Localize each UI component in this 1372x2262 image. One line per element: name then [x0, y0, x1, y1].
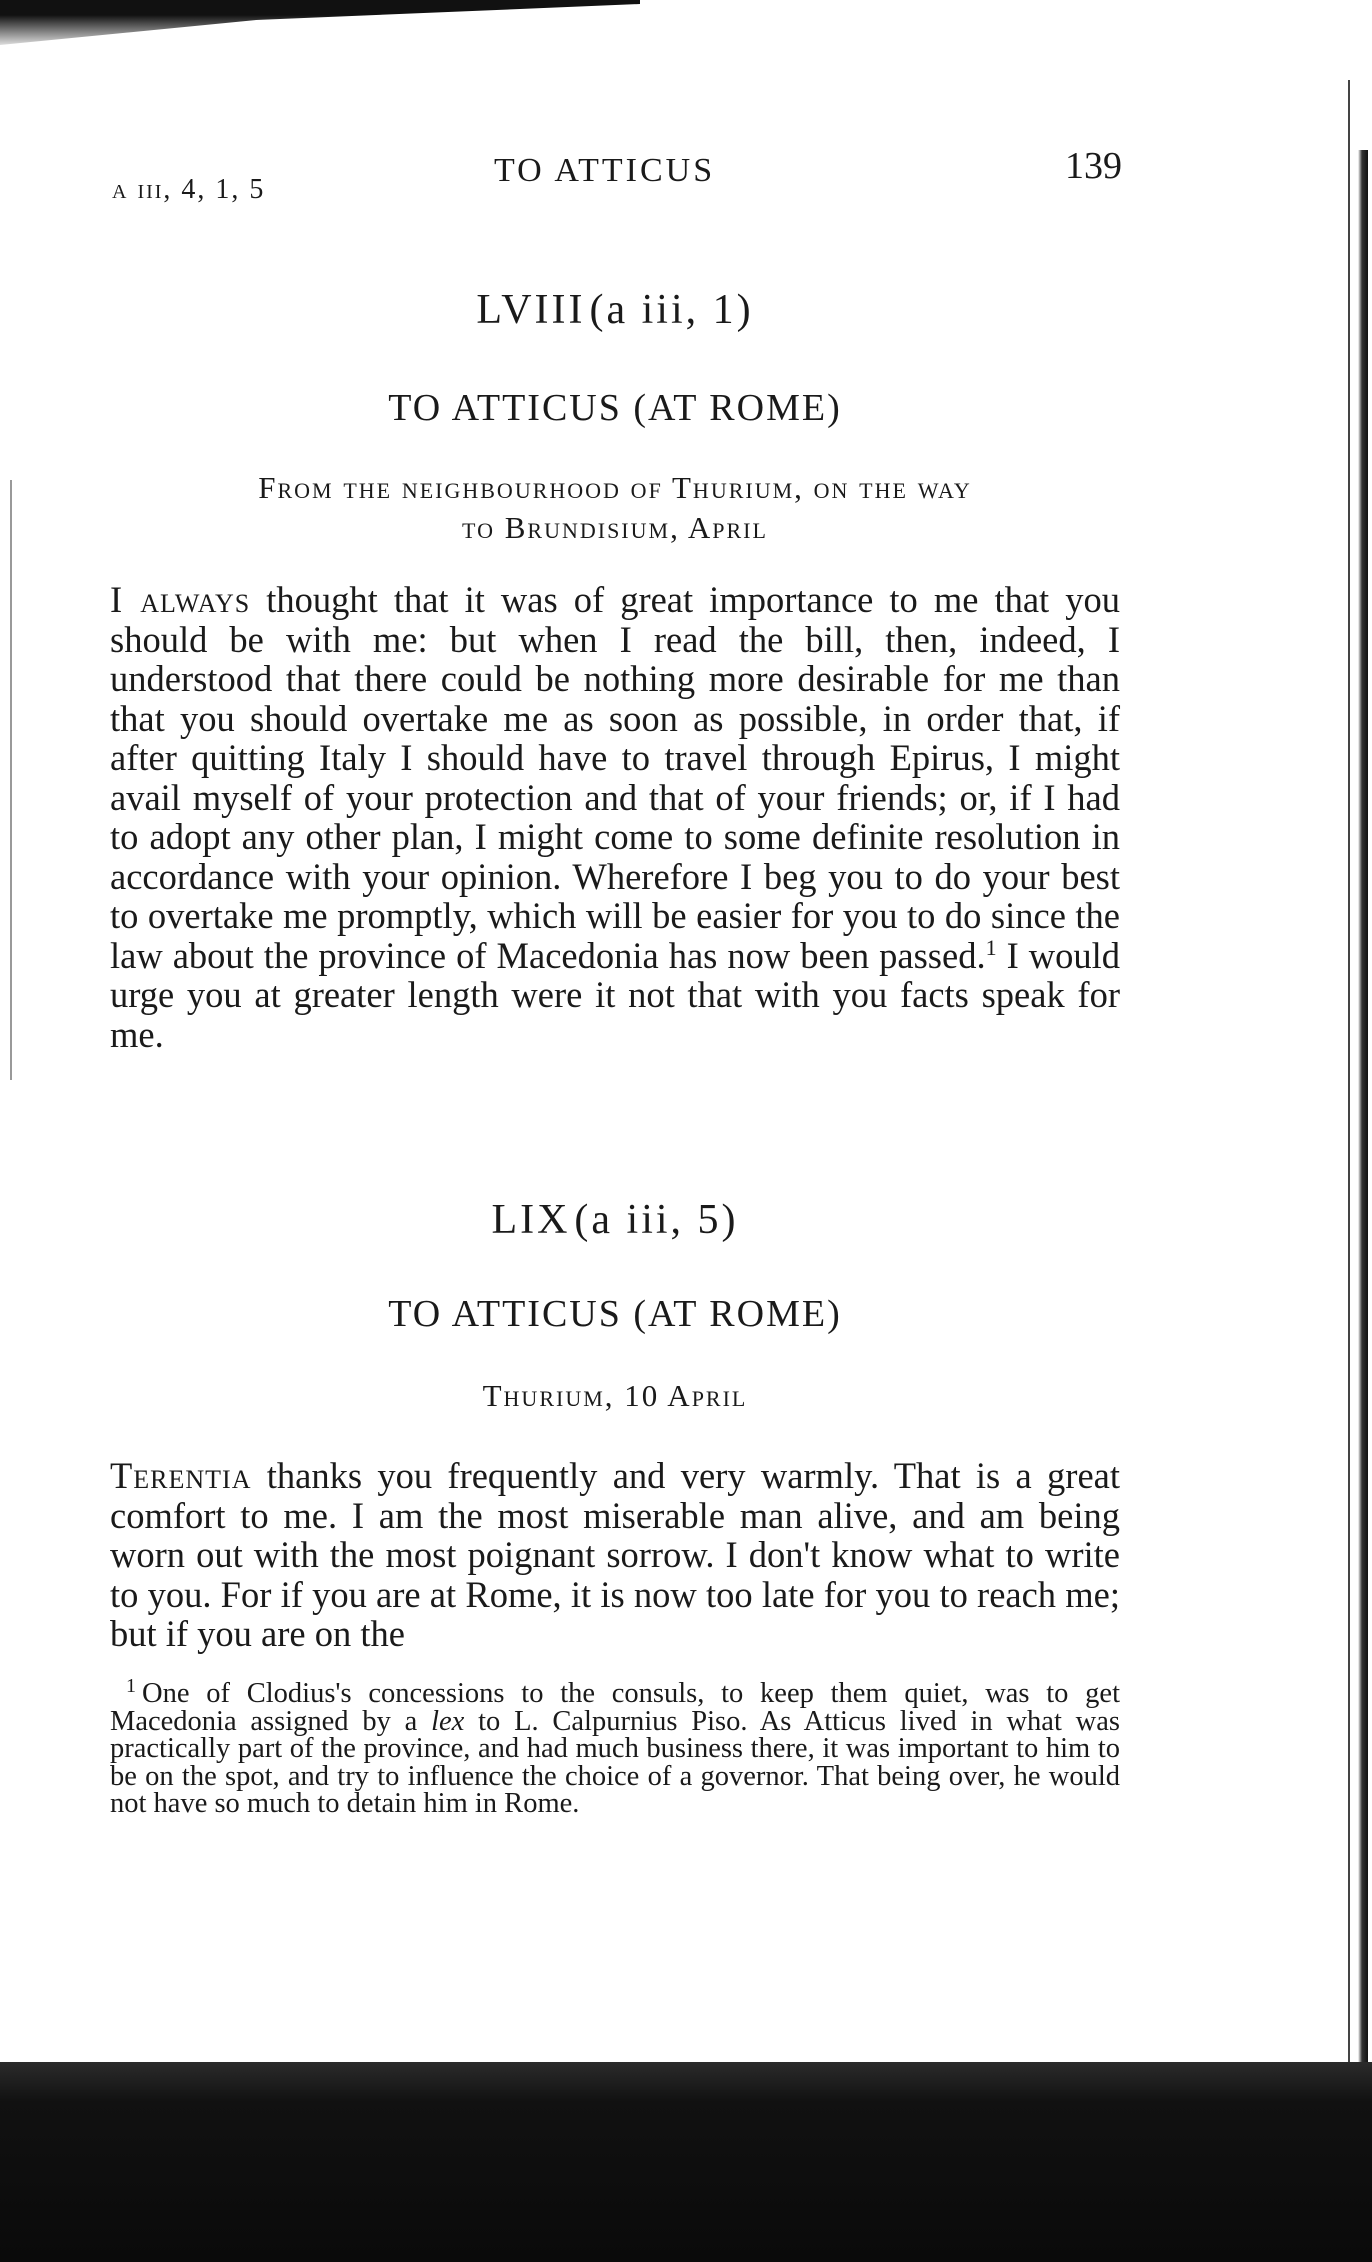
dateline-line-1: From the neighbourhood of Thurium, on the way: [258, 470, 972, 505]
footnote-number: 1: [126, 1674, 136, 1697]
letter-reference: (a iii, 5): [574, 1197, 739, 1243]
footnote-text-continued: to L. Calpurnius Piso. As Atticus lived in what was practically part of the province, and had much business there, it was important to him to be on the spot, and try to influence the choice of a governor. That being over, he would not have so much to detain him in Rome.: [110, 1705, 1120, 1819]
body-text-continued: I would urge you at greater length were it not that with you facts speak for me.: [110, 934, 1121, 1055]
letter-lviii-body: [110, 580, 1120, 1054]
letter-lviii-numeral: [110, 286, 1120, 334]
body-text: thought that it was of great importance to me that you should be with me: but when I read the bill, then, indeed, I understood that there could be nothing more desirable for me than that you should overtake me as soon as possible, in order that, if after quitting Italy I should have to travel through Epirus, I might avail myself of your protection and that of your friends; or, if I had to adopt any other plan, I might come to some definite resolution in accordance with your opinion. Wherefore I beg you to do your best to overtake me promptly, which will be easier for you to do since the law about the province of Macedonia has now been passed.: [110, 579, 1120, 976]
letter-lix-addressee: TO ATTICUS (AT ROME): [388, 1293, 842, 1335]
footnote-reference: 1: [985, 934, 997, 960]
running-head-title: TO ATTICUS: [494, 152, 716, 189]
letter-numeral: LVIII: [476, 287, 586, 333]
footnote: [110, 1674, 1120, 1819]
letter-lix-numeral: [110, 1196, 1120, 1244]
footnote-text: One of Clodius's concessions to the consuls, to keep them quiet, was to get Macedonia assigned by a: [110, 1678, 1120, 1737]
footnote-italic: lex: [431, 1705, 465, 1737]
letter-lix-body: [110, 1456, 1120, 1654]
lead-word: I always: [110, 579, 251, 620]
running-head-reference: a iii, 4, 1, 5: [112, 174, 266, 205]
scan-left-margin-line: [10, 480, 12, 1080]
lead-word: Terentia: [110, 1455, 252, 1496]
body-text: thanks you frequently and very warmly. That is a great comfort to me. I am the most miserable man alive, and am being worn out with the most poignant sorrow. I don't know what to write to you. For if you are at Rome, it is now too late for you to reach me; but if you are on the: [110, 1455, 1120, 1654]
letter-lix-dateline: Thurium, 10 April: [482, 1378, 748, 1413]
scan-bottom-shadow: [0, 2062, 1372, 2262]
scan-page-edge-line: [1348, 80, 1350, 2080]
running-head: [112, 145, 1122, 208]
letter-numeral: LIX: [491, 1197, 571, 1243]
scan-top-shadow: [0, 0, 640, 50]
letter-reference: (a iii, 1): [589, 287, 754, 333]
scan-right-edge-shadow: [1358, 150, 1368, 2090]
letter-lviii-dateline: [110, 468, 1120, 548]
letter-lviii-addressee: TO ATTICUS (AT ROME): [388, 387, 842, 429]
dateline-line-2: to Brundisium, April: [462, 510, 768, 545]
page-number: 139: [1065, 145, 1122, 187]
